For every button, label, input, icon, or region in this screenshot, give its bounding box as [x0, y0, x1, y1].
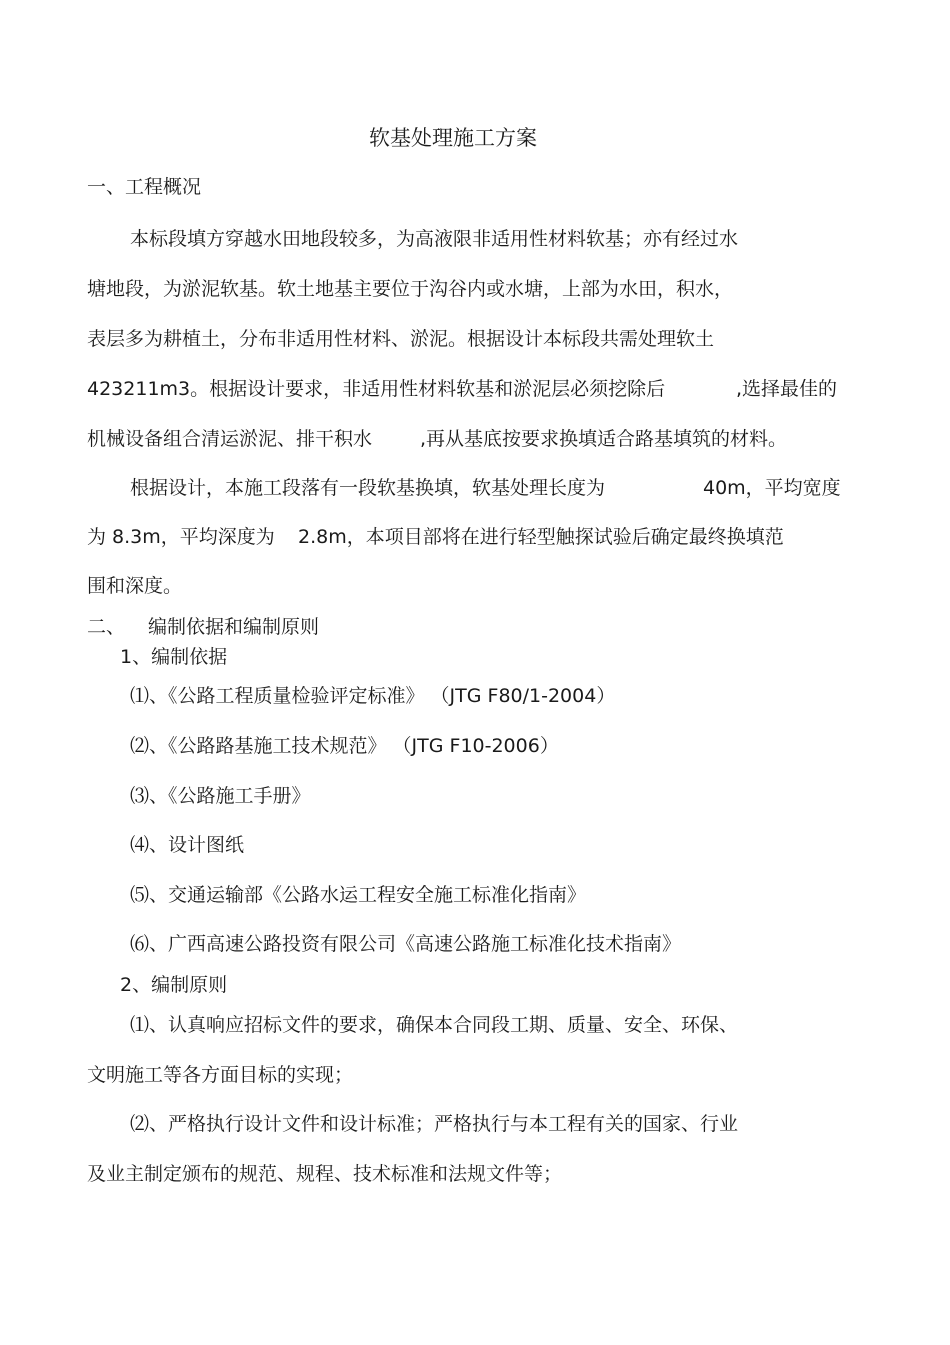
list-item: ⑷、设计图纸	[130, 834, 245, 856]
list-item: ⑴、认真响应招标文件的要求，确保本合同段工期、质量、安全、环保、	[130, 1014, 739, 1036]
paragraph-line: 根据设计，本施工段落有一段软基换填，软基处理长度为	[130, 477, 606, 499]
paragraph-line: 为 8.3m，平均深度为	[87, 526, 275, 548]
list-item: ⑸、交通运输部《公路水运工程安全施工标准化指南》	[130, 884, 587, 906]
section-number: 二、	[87, 616, 126, 638]
subsection-heading: 2、编制原则	[120, 974, 228, 996]
paragraph-line: 塘地段，为淤泥软基。软土地基主要位于沟谷内或水塘，上部为水田，积水，	[87, 278, 734, 300]
section-heading-overview: 一、工程概况	[87, 176, 202, 198]
list-item: 文明施工等各方面目标的实现；	[87, 1064, 354, 1086]
paragraph-line: ,选择最佳的	[736, 378, 838, 400]
subsection-heading: 1、编制依据	[120, 646, 228, 668]
paragraph-line: 机械设备组合清运淤泥、排干积水	[87, 428, 373, 450]
paragraph-line: 围和深度。	[87, 575, 183, 597]
list-item: ⑹、广西高速公路投资有限公司《高速公路施工标准化技术指南》	[130, 933, 682, 955]
paragraph-line: 本标段填方穿越水田地段较多，为高液限非适用性材料软基；亦有经过水	[130, 228, 739, 250]
paragraph-line: ,再从基底按要求换填适合路基填筑的材料。	[420, 428, 788, 450]
document-title: 软基处理施工方案	[369, 126, 537, 150]
paragraph-line: 表层多为耕植土，分布非适用性材料、淤泥。根据设计本标段共需处理软土	[87, 328, 715, 350]
section-heading-basis: 编制依据和编制原则	[148, 616, 320, 638]
list-item: ⑴、《公路工程质量检验评定标准》 （JTG F80/1-2004）	[130, 685, 616, 707]
paragraph-line: 2.8m，本项目部将在进行轻型触探试验后确定最终换填范	[298, 526, 784, 548]
paragraph-line: 40m，平均宽度	[703, 477, 841, 499]
list-item: ⑶、《公路施工手册》	[130, 785, 311, 807]
list-item: 及业主制定颁布的规范、规程、技术标准和法规文件等；	[87, 1163, 563, 1185]
paragraph-line: 423211m3。根据设计要求，非适用性材料软基和淤泥层必须挖除后	[87, 378, 666, 400]
list-item: ⑵、严格执行设计文件和设计标准；严格执行与本工程有关的国家、行业	[130, 1113, 739, 1135]
list-item: ⑵、《公路路基施工技术规范》 （JTG F10-2006）	[130, 735, 559, 757]
